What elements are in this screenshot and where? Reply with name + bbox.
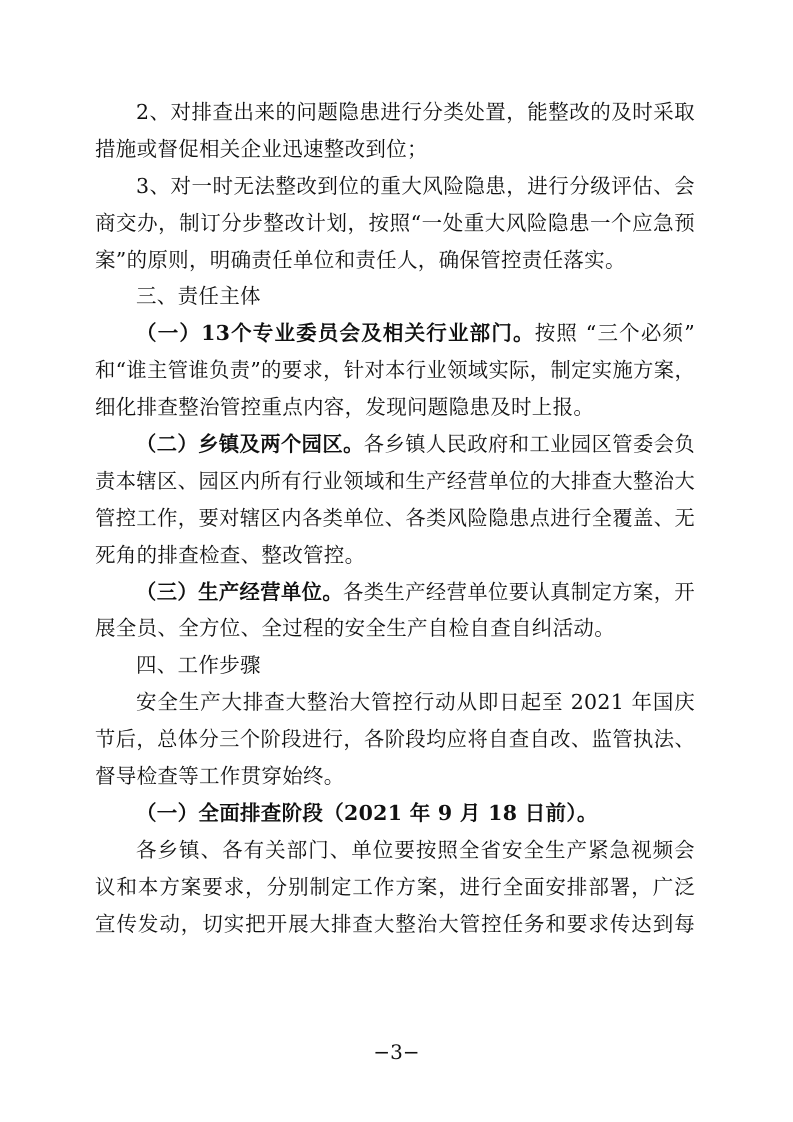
text-line [95,610,695,647]
text-line [95,426,695,463]
page-number: −3− [373,1040,420,1064]
text-line [95,721,695,758]
text-line [95,389,695,426]
text-line [95,500,695,537]
line-text: 各类生产经营单位要认真制定方案，开 [343,579,695,604]
line-text: 3、对一时无法整改到位的重大风险隐患，进行分级评估、会 [136,173,695,198]
text-line [95,205,695,242]
text-line [95,869,695,906]
line-text: 四、工作步骤 [136,653,261,678]
line-text: 展全员、全方位、全过程的安全生产自检自查自纠活动。 [95,616,615,641]
text-line [95,647,695,684]
text-line [95,352,695,389]
bold-heading: （二）乡镇及两个园区。 [136,432,364,457]
text-line [95,795,695,832]
text-line [95,537,695,574]
text-line [95,242,695,279]
text-line [95,463,695,500]
line-text: 管控工作，要对辖区内各类单位、各类风险隐患点进行全覆盖、无 [95,505,695,530]
line-text: 三、责任主体 [136,284,261,309]
line-text: 和“谁主管谁负责”的要求，针对本行业领域实际，制定实施方案， [95,358,695,383]
line-text: 死角的排查检查、整改管控。 [95,542,366,567]
line-text: 宣传发动，切实把开展大排查大整治大管控任务和要求传达到每 [95,911,695,936]
text-line [95,94,695,131]
text-line [95,574,695,611]
line-text: 各乡镇人民政府和工业园区管委会负 [363,432,695,457]
text-line [95,758,695,795]
text-line [95,684,695,721]
line-text: 商交办，制订分步整改计划，按照“一处重大风险隐患一个应急预 [95,210,695,235]
text-line [95,131,695,168]
line-text: 措施或督促相关企业迅速整改到位； [95,136,428,161]
text-line [95,832,695,869]
line-text: 节后，总体分三个阶段进行，各阶段均应将自查自改、监管执法、 [95,727,695,752]
line-text: 细化排查整治管控重点内容，发现问题隐患及时上报。 [95,395,595,420]
bold-heading: （一）13个专业委员会及相关行业部门。 [136,321,535,346]
line-text: 案”的原则，明确责任单位和责任人，确保管控责任落实。 [95,247,626,272]
line-text: 2、对排查出来的问题隐患进行分类处置，能整改的及时采取 [136,100,695,124]
text-line [95,278,695,315]
text-line [95,906,695,943]
line-text: 议和本方案要求，分别制定工作方案，进行全面安排部署，广泛 [95,874,695,899]
bold-heading: （一）全面排查阶段（2021 年 9 月 18 日前）。 [136,800,598,825]
document-body [95,94,695,942]
text-line [95,315,695,352]
line-text: 责本辖区、园区内所有行业领域和生产经营单位的大排查大整治大 [95,468,695,493]
line-text: 安全生产大排查大整治大管控行动从即日起至 2021 年国庆 [136,690,695,715]
bold-heading: （三）生产经营单位。 [136,579,344,604]
line-text: 按照 “三个必须” [534,321,695,346]
line-text: 各乡镇、各有关部门、单位要按照全省安全生产紧急视频会 [136,837,695,862]
text-line [95,168,695,205]
line-text: 督导检查等工作贯穿始终。 [95,764,345,789]
